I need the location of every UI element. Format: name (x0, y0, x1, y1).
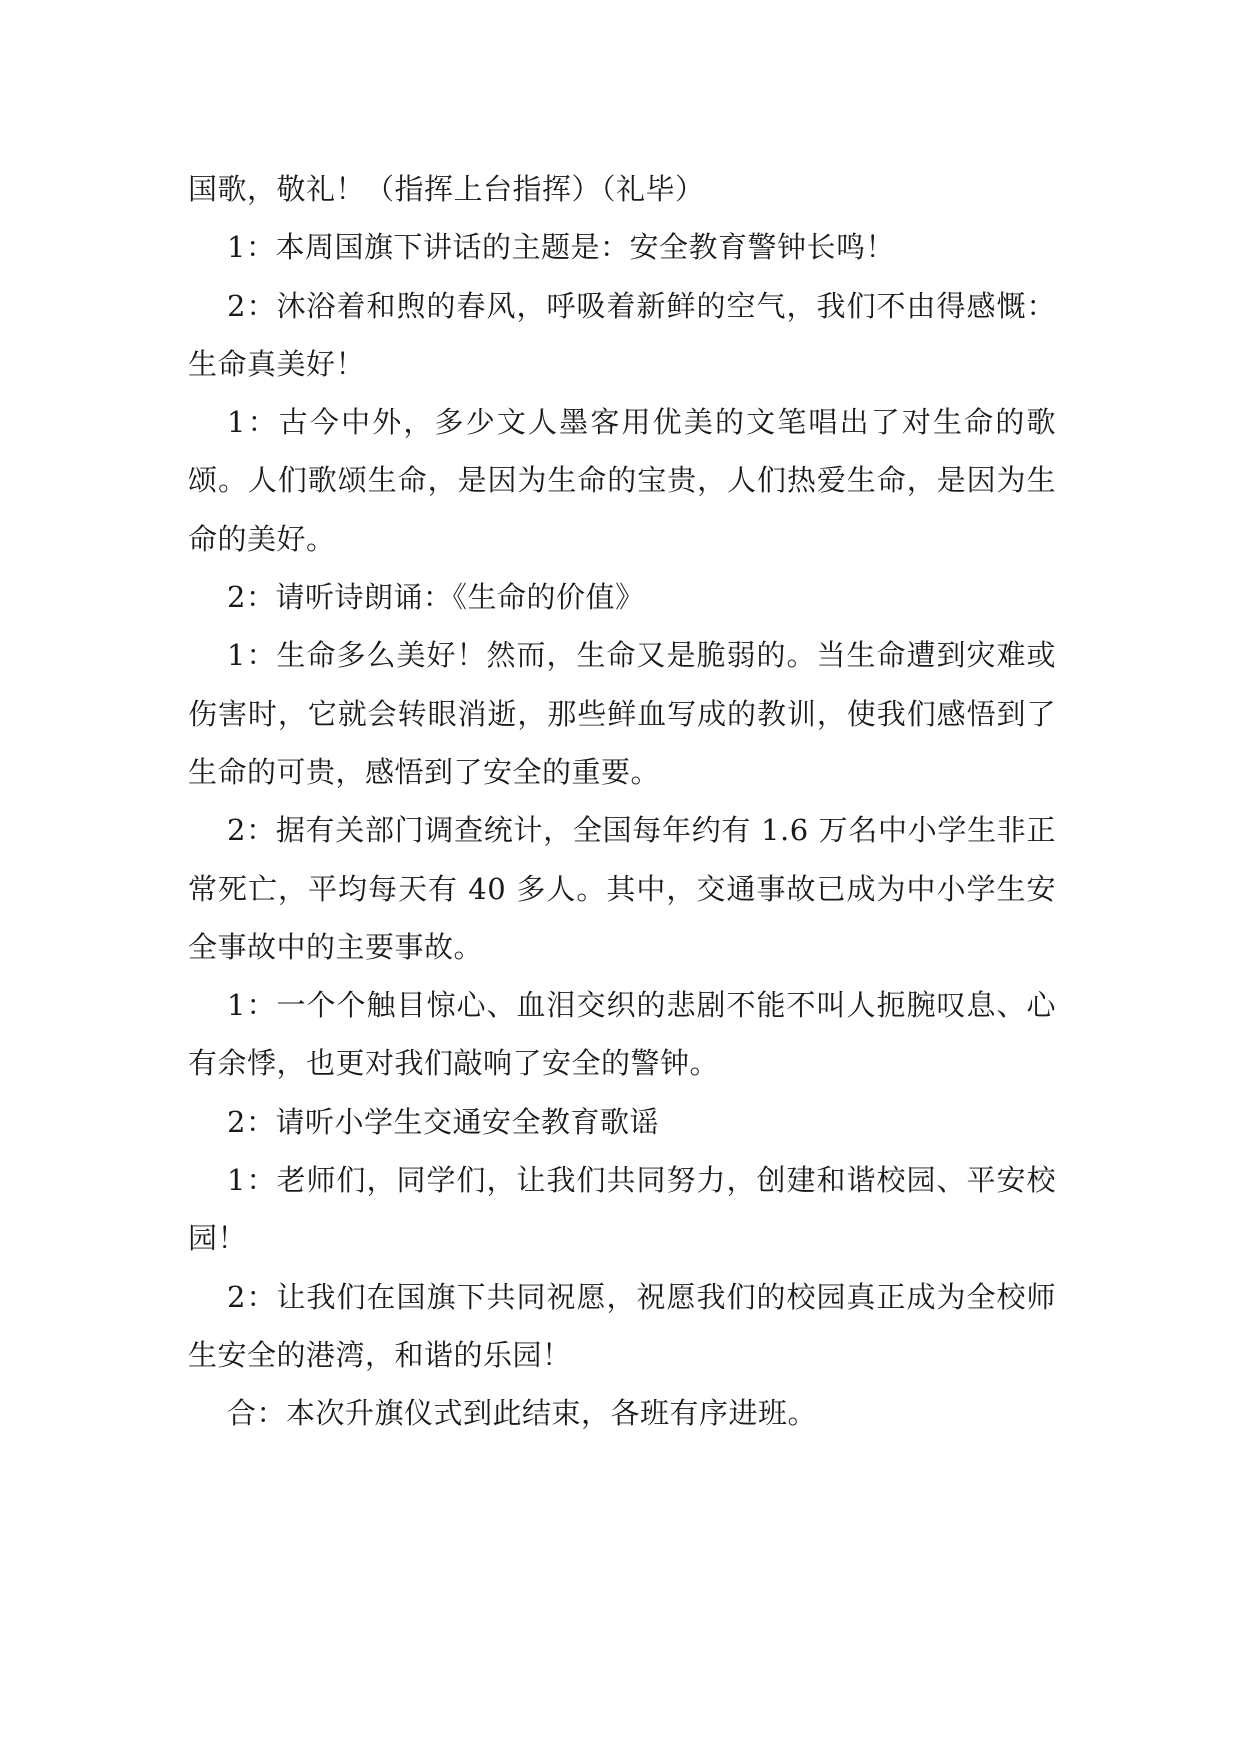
paragraph-theme: 1：本周国旗下讲话的主题是：安全教育警钟长鸣！ (227, 230, 895, 265)
paragraph-spring-breeze: 2：沐浴着和煦的春风，呼吸着新鲜的空气，我们不由得感慨：生命真美好！ (188, 288, 1056, 381)
paragraph-fragile-life: 1：生命多么美好！然而，生命又是脆弱的。当生命遭到灾难或伤害时，它就会转眼消逝，那些鲜血写成的教训，使我们感悟到了生命的可贵，感悟到了安全的重要。 (188, 638, 1056, 789)
paragraph-traffic-song: 2：请听小学生交通安全教育歌谣 (227, 1104, 659, 1139)
paragraph-anthem: 国歌，敬礼！（指挥上台指挥）（礼毕） (188, 172, 705, 206)
paragraph-closing: 合：本次升旗仪式到此结束，各班有序进班。 (227, 1396, 818, 1431)
paragraph-tragedy: 1：一个个触目惊心、血泪交织的悲剧不能不叫人扼腕叹息、心有余悸，也更对我们敲响了安全的警钟。 (188, 988, 1056, 1081)
document-body (188, 160, 1056, 1443)
paragraph-poem-recital: 2：请听诗朗诵：《生命的价值》 (227, 580, 645, 615)
paragraph-harmonious-campus: 1：老师们，同学们，让我们共同努力，创建和谐校园、平安校园！ (188, 1163, 1056, 1256)
paragraph-statistics: 2：据有关部门调查统计，全国每年约有 1.6 万名中小学生非正常死亡，平均每天有 40 多人。其中，交通事故已成为中小学生安全事故中的主要事故。 (188, 813, 1056, 964)
paragraph-wish: 2：让我们在国旗下共同祝愿，祝愿我们的校园真正成为全校师生安全的港湾，和谐的乐园！ (188, 1279, 1056, 1372)
paragraph-praise-life: 1：古今中外，多少文人墨客用优美的文笔唱出了对生命的歌颂。人们歌颂生命，是因为生命的宝贵，人们热爱生命，是因为生命的美好。 (188, 405, 1056, 556)
